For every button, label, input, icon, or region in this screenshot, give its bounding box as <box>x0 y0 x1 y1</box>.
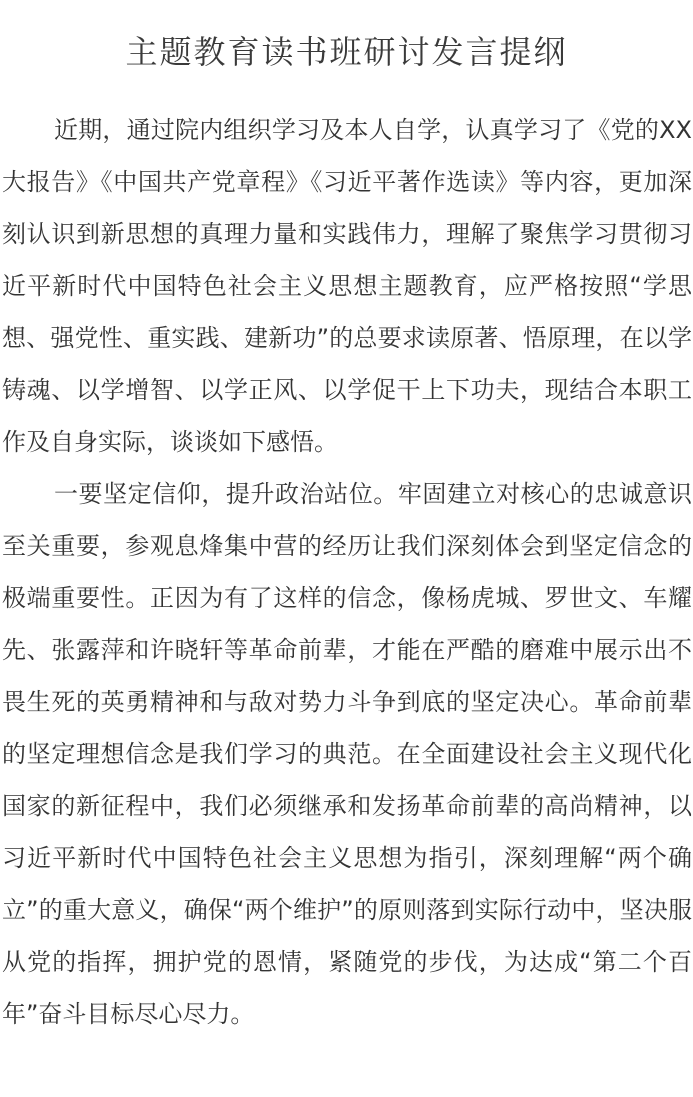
document-title: 主题教育读书班研讨发言提纲 <box>125 33 568 71</box>
paragraph-intro: 近期，通过院内组织学习及本人自学，认真学习了《党的XX大报告》《中国共产党章程》《习近平著作选读》等内容，更加深刻认识到新思想的真理力量和实践伟力，理解了聚焦学习贯彻习近平新时代中国特色社会主义思想主题教育，应严格按照“学思想、强党性、重实践、建新功”的总要求读原著、悟原理，在以学铸魂、以学增智、以学正风、以学促干上下功夫，现结合本职工作及自身实际，谈谈如下感悟。 <box>2 116 692 456</box>
article-body <box>2 104 692 1040</box>
paragraph-point-one: 一要坚定信仰，提升政治站位。牢固建立对核心的忠诚意识至关重要，参观息烽集中营的经历让我们深刻体会到坚定信念的极端重要性。正因为有了这样的信念，像杨虎城、罗世文、车耀先、张露萍和许晓轩等革命前辈，才能在严酷的磨难中展示出不畏生死的英勇精神和与敌对势力斗争到底的坚定决心。革命前辈的坚定理想信念是我们学习的典范。在全面建设社会主义现代化国家的新征程中，我们必须继承和发扬革命前辈的高尚精神，以习近平新时代中国特色社会主义思想为指引，深刻理解“两个确立”的重大意义，确保“两个维护”的原则落到实际行动中，坚决服从党的指挥，拥护党的恩情，紧随党的步伐，为达成“第二个百年”奋斗目标尽心尽力。 <box>2 480 692 1028</box>
